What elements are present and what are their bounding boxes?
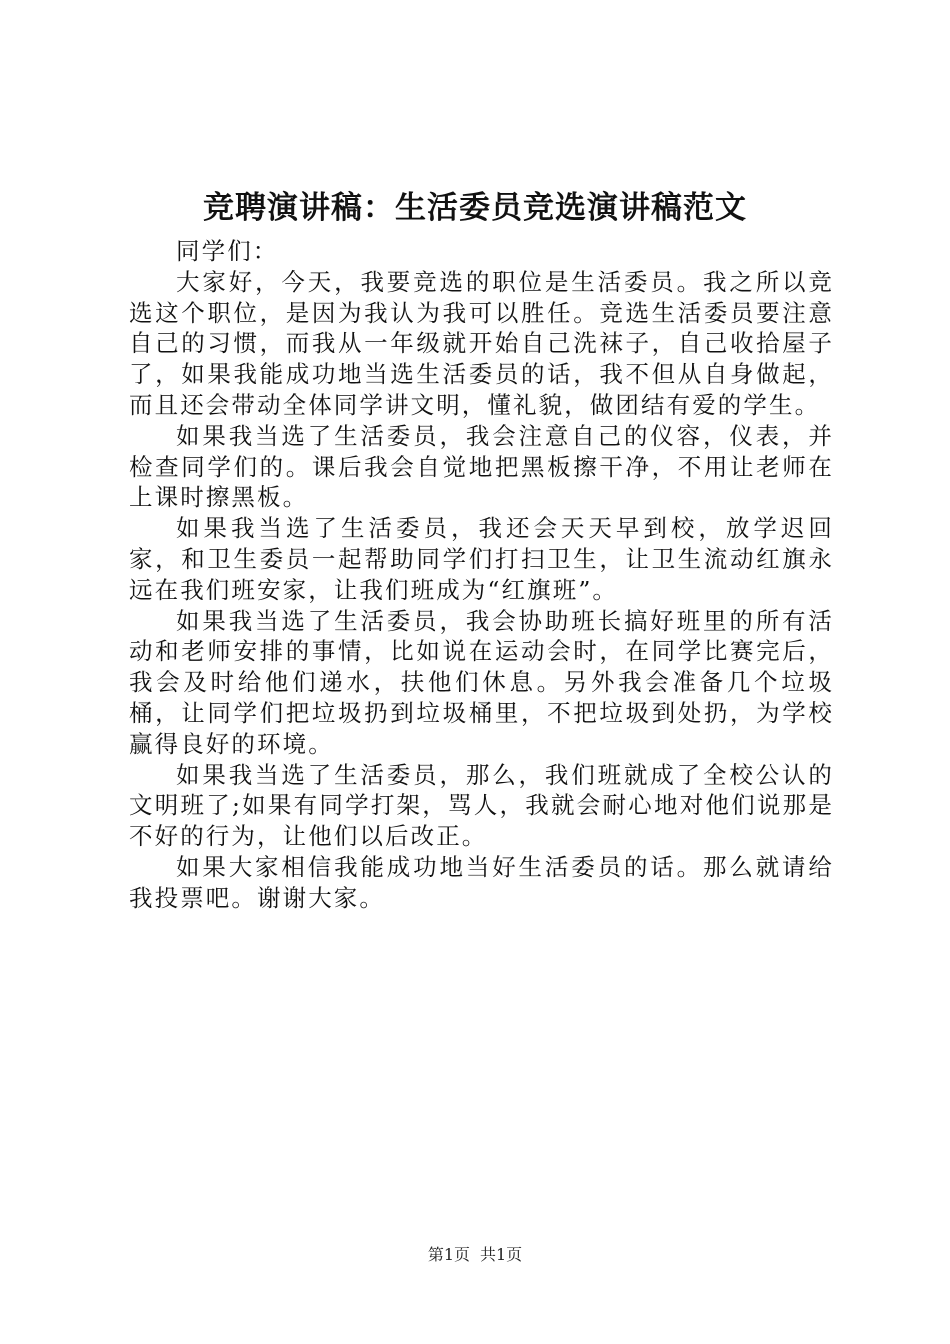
- salutation: 同学们：: [176, 237, 279, 265]
- paragraph-1: 大家好，今天，我要竞选的职位是生活委员。我之所以竞选这个职位，是因为我认为我可以胜任。竞选生活委员要注意自己的习惯，而我从一年级就开始自己洗袜子，自己收拾屋子了，如果我能成功地当选生活委员的话，我不但从自身做起，而且还会带动全体同学讲文明，懂礼貌，做团结有爱的学生。: [129, 267, 834, 419]
- paragraph-4: 如果我当选了生活委员，我会协助班长搞好班里的所有活动和老师安排的事情，比如说在运动会时，在同学比赛完后，我会及时给他们递水，扶他们休息。另外我会准备几个垃圾桶，让同学们把垃圾扔到垃圾桶里，不把垃圾到处扔，为学校赢得良好的环境。: [129, 606, 834, 758]
- document-title: 竞聘演讲稿：生活委员竞选演讲稿范文: [203, 190, 747, 226]
- paragraph-3: 如果我当选了生活委员，我还会天天早到校，放学迟回家，和卫生委员一起帮助同学们打扫卫生，让卫生流动红旗永远在我们班安家，让我们班成为“红旗班”。: [129, 514, 834, 604]
- page-footer: [0, 1244, 950, 1266]
- document-body: [129, 236, 834, 914]
- paragraph-2: 如果我当选了生活委员，我会注意自己的仪容，仪表，并检查同学们的。课后我会自觉地把黑板擦干净，不用让老师在上课时擦黑板。: [129, 421, 834, 512]
- page-total: 共1页: [480, 1245, 523, 1264]
- page-number: 第1页: [427, 1245, 470, 1264]
- paragraph-5: 如果我当选了生活委员，那么，我们班就成了全校公认的文明班了;如果有同学打架，骂人，我就会耐心地对他们说那是不好的行为，让他们以后改正。: [129, 760, 834, 851]
- paragraph-6: 如果大家相信我能成功地当好生活委员的话。那么就请给我投票吧。谢谢大家。: [129, 852, 834, 912]
